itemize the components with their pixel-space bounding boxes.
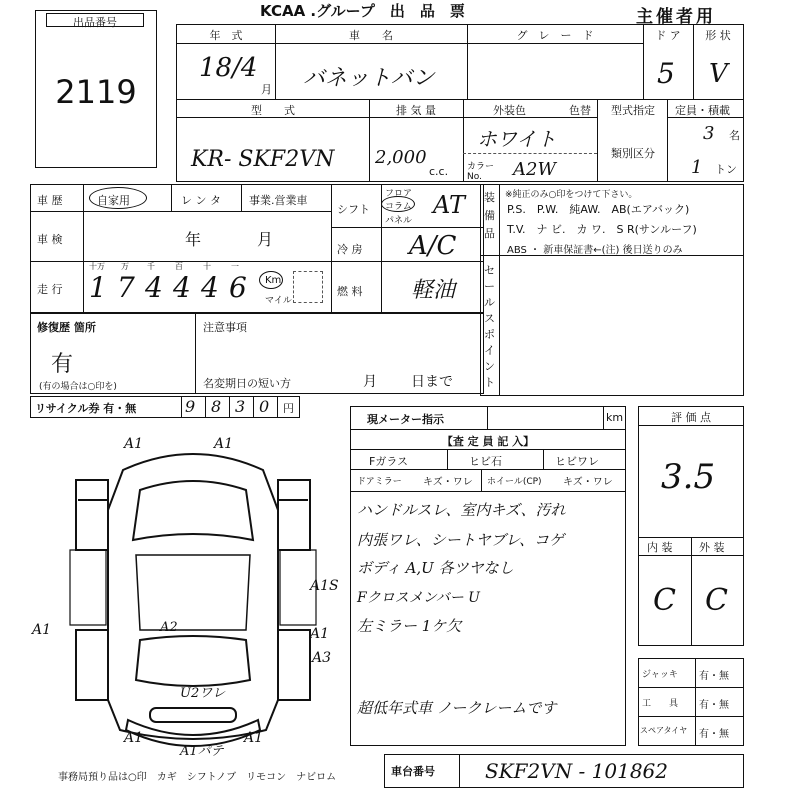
diagram-mark-10: A1 — [244, 730, 264, 746]
recycle-label: リサイクル券 有・無 — [35, 402, 137, 415]
notes-label: 注意事項 — [203, 321, 247, 334]
unit-1: 十万 — [89, 262, 105, 271]
comment-3: ボディ A,U 各ツヤなし — [357, 559, 514, 577]
repair-value: 有 — [51, 352, 74, 377]
history-opt-business[interactable]: 事業.営業車 — [249, 194, 308, 207]
capacity-value: 3 — [703, 123, 715, 144]
chassis-value: SKF2VN - 101862 — [485, 759, 669, 783]
equipment-line2: T.V. ナ ビ. カ ワ. S R(サンルーフ) — [507, 223, 697, 236]
fuel-value: 軽油 — [411, 278, 456, 303]
color-value: ホワイト — [477, 127, 557, 151]
wheel-opts: キズ・ワレ — [563, 477, 613, 488]
chassis-label: 車台番号 — [391, 765, 435, 778]
recycle-digit-4: 0 — [259, 397, 270, 416]
accessories-box — [638, 658, 744, 746]
interior-label: 内 装 — [647, 541, 673, 554]
mirror-label: ドアミラー — [357, 477, 402, 487]
interior-value: C — [653, 583, 676, 618]
recycle-unit: 円 — [283, 402, 294, 415]
wheel-label: ホイール(CP) — [487, 477, 542, 487]
score-box — [638, 406, 744, 646]
mileage-digit-5: 4 — [201, 271, 219, 304]
diagram-mark-6: A2 — [160, 620, 178, 635]
unit-2: 万 — [121, 262, 129, 271]
color-label: 外装色 — [493, 104, 526, 117]
unit-3: 千 — [147, 262, 155, 271]
equipment-line3: ABS ・ 新車保証書←(注) 後日送りのみ — [507, 245, 683, 256]
repair-note: (有の場合は○印を) — [39, 382, 117, 392]
acc-value-3[interactable]: 有・無 — [699, 729, 729, 740]
diagram-mark-8: A1 — [124, 730, 144, 746]
grade-label: グ レ ー ド — [516, 29, 594, 42]
category-label: 類別区分 — [611, 147, 655, 160]
color-no-value: A2W — [513, 159, 556, 180]
doors-label: ド ア — [655, 29, 681, 42]
meter-unit: km — [606, 411, 624, 424]
header-title: KCAA .グループ 出 品 票 — [260, 2, 465, 20]
mileage-mile-label: マイル — [265, 296, 292, 306]
lot-number: 2119 — [55, 73, 137, 111]
exterior-value: C — [705, 583, 728, 618]
displacement-unit: c.c. — [429, 165, 449, 178]
unit-4: 百 — [175, 262, 183, 271]
shift-opt-panel[interactable]: パネル — [385, 216, 413, 226]
month-suffix: 月 — [261, 83, 272, 96]
repair-label: 修復歴 箇所 — [37, 321, 96, 334]
inspector-box — [350, 406, 626, 746]
inspection-year-label: 年 — [185, 230, 202, 249]
inspector-title: 【査 定 員 記 入】 — [441, 435, 535, 448]
shift-opt-floor[interactable]: フロア — [385, 189, 413, 199]
acc-value-2[interactable]: 有・無 — [699, 700, 729, 711]
mileage-label: 走 行 — [37, 283, 63, 296]
score-label: 評 価 点 — [671, 411, 711, 424]
inspection-month-label: 月 — [257, 230, 274, 249]
lot-label: 出品番号 — [46, 13, 144, 27]
diagram-mark-1: A1 — [124, 436, 144, 452]
chassis-box — [384, 754, 744, 788]
notes-day: 日まで — [411, 374, 453, 390]
recycle-box — [30, 396, 300, 418]
acc-label-2: 工 具 — [642, 699, 679, 709]
diagram-mark-5: A1 — [310, 626, 330, 642]
diagram-mark-11: A1パテ — [180, 744, 224, 759]
inspection-label: 車 検 — [37, 233, 63, 246]
history-opt-rental[interactable]: レ ン タ — [181, 194, 221, 207]
diagram-mark-3: A1S — [310, 578, 339, 594]
year-label: 年 式 — [209, 29, 243, 42]
ac-value: A/C — [409, 231, 457, 261]
diagram-mark-2: A1 — [214, 436, 234, 452]
exterior-label: 外 装 — [699, 541, 725, 554]
recycle-digit-2: 8 — [211, 397, 222, 416]
notes-deadline-label: 名変期日の短い方 — [203, 377, 291, 390]
equipment-box — [480, 184, 744, 396]
crack-label: ヒビワレ — [555, 455, 599, 468]
car-diagram — [28, 430, 358, 780]
color-change-label: 色替 — [569, 104, 591, 117]
color-no-label: カラー No. — [467, 162, 495, 182]
shift-opt-column[interactable]: コラム — [385, 202, 412, 212]
acc-label-3: スペアタイヤ — [640, 726, 688, 735]
comment-1: ハンドルスレ、室内キズ、汚れ — [357, 501, 566, 519]
load-unit: トン — [715, 163, 737, 176]
mirror-opts: キズ・ワレ — [423, 477, 473, 488]
acc-label-1: ジャッキ — [642, 670, 678, 680]
inspector-final: 超低年式車 ノークレームです — [357, 699, 557, 717]
doors-value: 5 — [657, 57, 675, 90]
mileage-digit-3: 4 — [145, 271, 163, 304]
model-label: 型 式 — [251, 104, 295, 117]
shape-value: V — [709, 59, 728, 89]
equipment-line1: P.S. P.W. 純AW. AB(エアバック) — [507, 203, 690, 216]
equipment-label: 装備品 — [484, 191, 495, 240]
name-label: 車 名 — [349, 29, 393, 42]
acc-value-1[interactable]: 有・無 — [699, 671, 729, 682]
notes-month: 月 — [363, 374, 377, 390]
shift-label: シフト — [337, 203, 370, 216]
chip-label: ヒビ石 — [469, 455, 502, 468]
displacement-label: 排 気 量 — [396, 104, 436, 117]
history-opt-private[interactable]: 自家用 — [97, 194, 130, 207]
mileage-km-circle — [259, 271, 283, 289]
organizer-label: 主催者用 — [636, 7, 716, 27]
capacity-unit: 名 — [729, 129, 740, 142]
mileage-digits — [83, 261, 253, 313]
mileage-digit-1: 1 — [89, 271, 107, 304]
displacement-value: 2,000 — [375, 147, 427, 168]
office-text: 事務局預り品は○印 カギ シフトノブ リモコン ナビロム — [58, 772, 337, 783]
lot-box — [35, 10, 157, 168]
unit-5: 十 — [203, 262, 211, 271]
year-value: 18/4 — [199, 53, 258, 83]
shift-selected-circle — [381, 196, 415, 212]
recycle-digit-1: 9 — [185, 397, 196, 416]
equipment-note: ※純正のみ○印をつけて下さい。 — [505, 190, 638, 200]
ac-label: 冷 房 — [337, 243, 363, 256]
load-value: 1 — [691, 157, 703, 178]
model-value: KR- SKF2VN — [191, 147, 335, 172]
repair-notes-box — [30, 312, 484, 394]
glass-label: Fガラス — [369, 455, 408, 468]
score-value: 3.5 — [661, 457, 716, 497]
sales-point-label: セールスポイント — [484, 264, 495, 389]
unit-6: 一 — [231, 262, 239, 271]
history-selected-circle — [89, 187, 147, 209]
comment-2: 内張ワレ、シートヤブレ、コゲ — [357, 531, 565, 549]
vehicle-table — [176, 24, 744, 182]
mileage-digit-2: 7 — [117, 271, 135, 304]
diagram-mark-7: A3 — [312, 650, 332, 666]
history-label: 車 歴 — [37, 194, 63, 207]
model-designation-label: 型式指定 — [611, 104, 655, 117]
shape-label: 形 状 — [705, 29, 731, 42]
mileage-stamp-box — [293, 271, 323, 303]
shift-value: AT — [433, 191, 466, 219]
fuel-label: 燃 料 — [337, 285, 363, 298]
capacity-label: 定員・積載 — [675, 104, 730, 117]
recycle-digit-3: 3 — [235, 397, 246, 416]
mileage-digit-6: 6 — [229, 271, 247, 304]
diagram-mark-4: A1 — [32, 622, 52, 638]
name-value: バネットバン — [303, 66, 435, 91]
history-table — [30, 184, 484, 314]
mileage-digit-4: 4 — [173, 271, 191, 304]
mileage-km-label: Km — [265, 275, 282, 286]
meter-label: 現メーター指示 — [367, 413, 444, 426]
comment-5: 左ミラー 1ケ欠 — [357, 617, 462, 635]
diagram-mark-9: U2ワレ — [180, 686, 226, 701]
comment-4: Fクロスメンバー U — [357, 590, 480, 606]
